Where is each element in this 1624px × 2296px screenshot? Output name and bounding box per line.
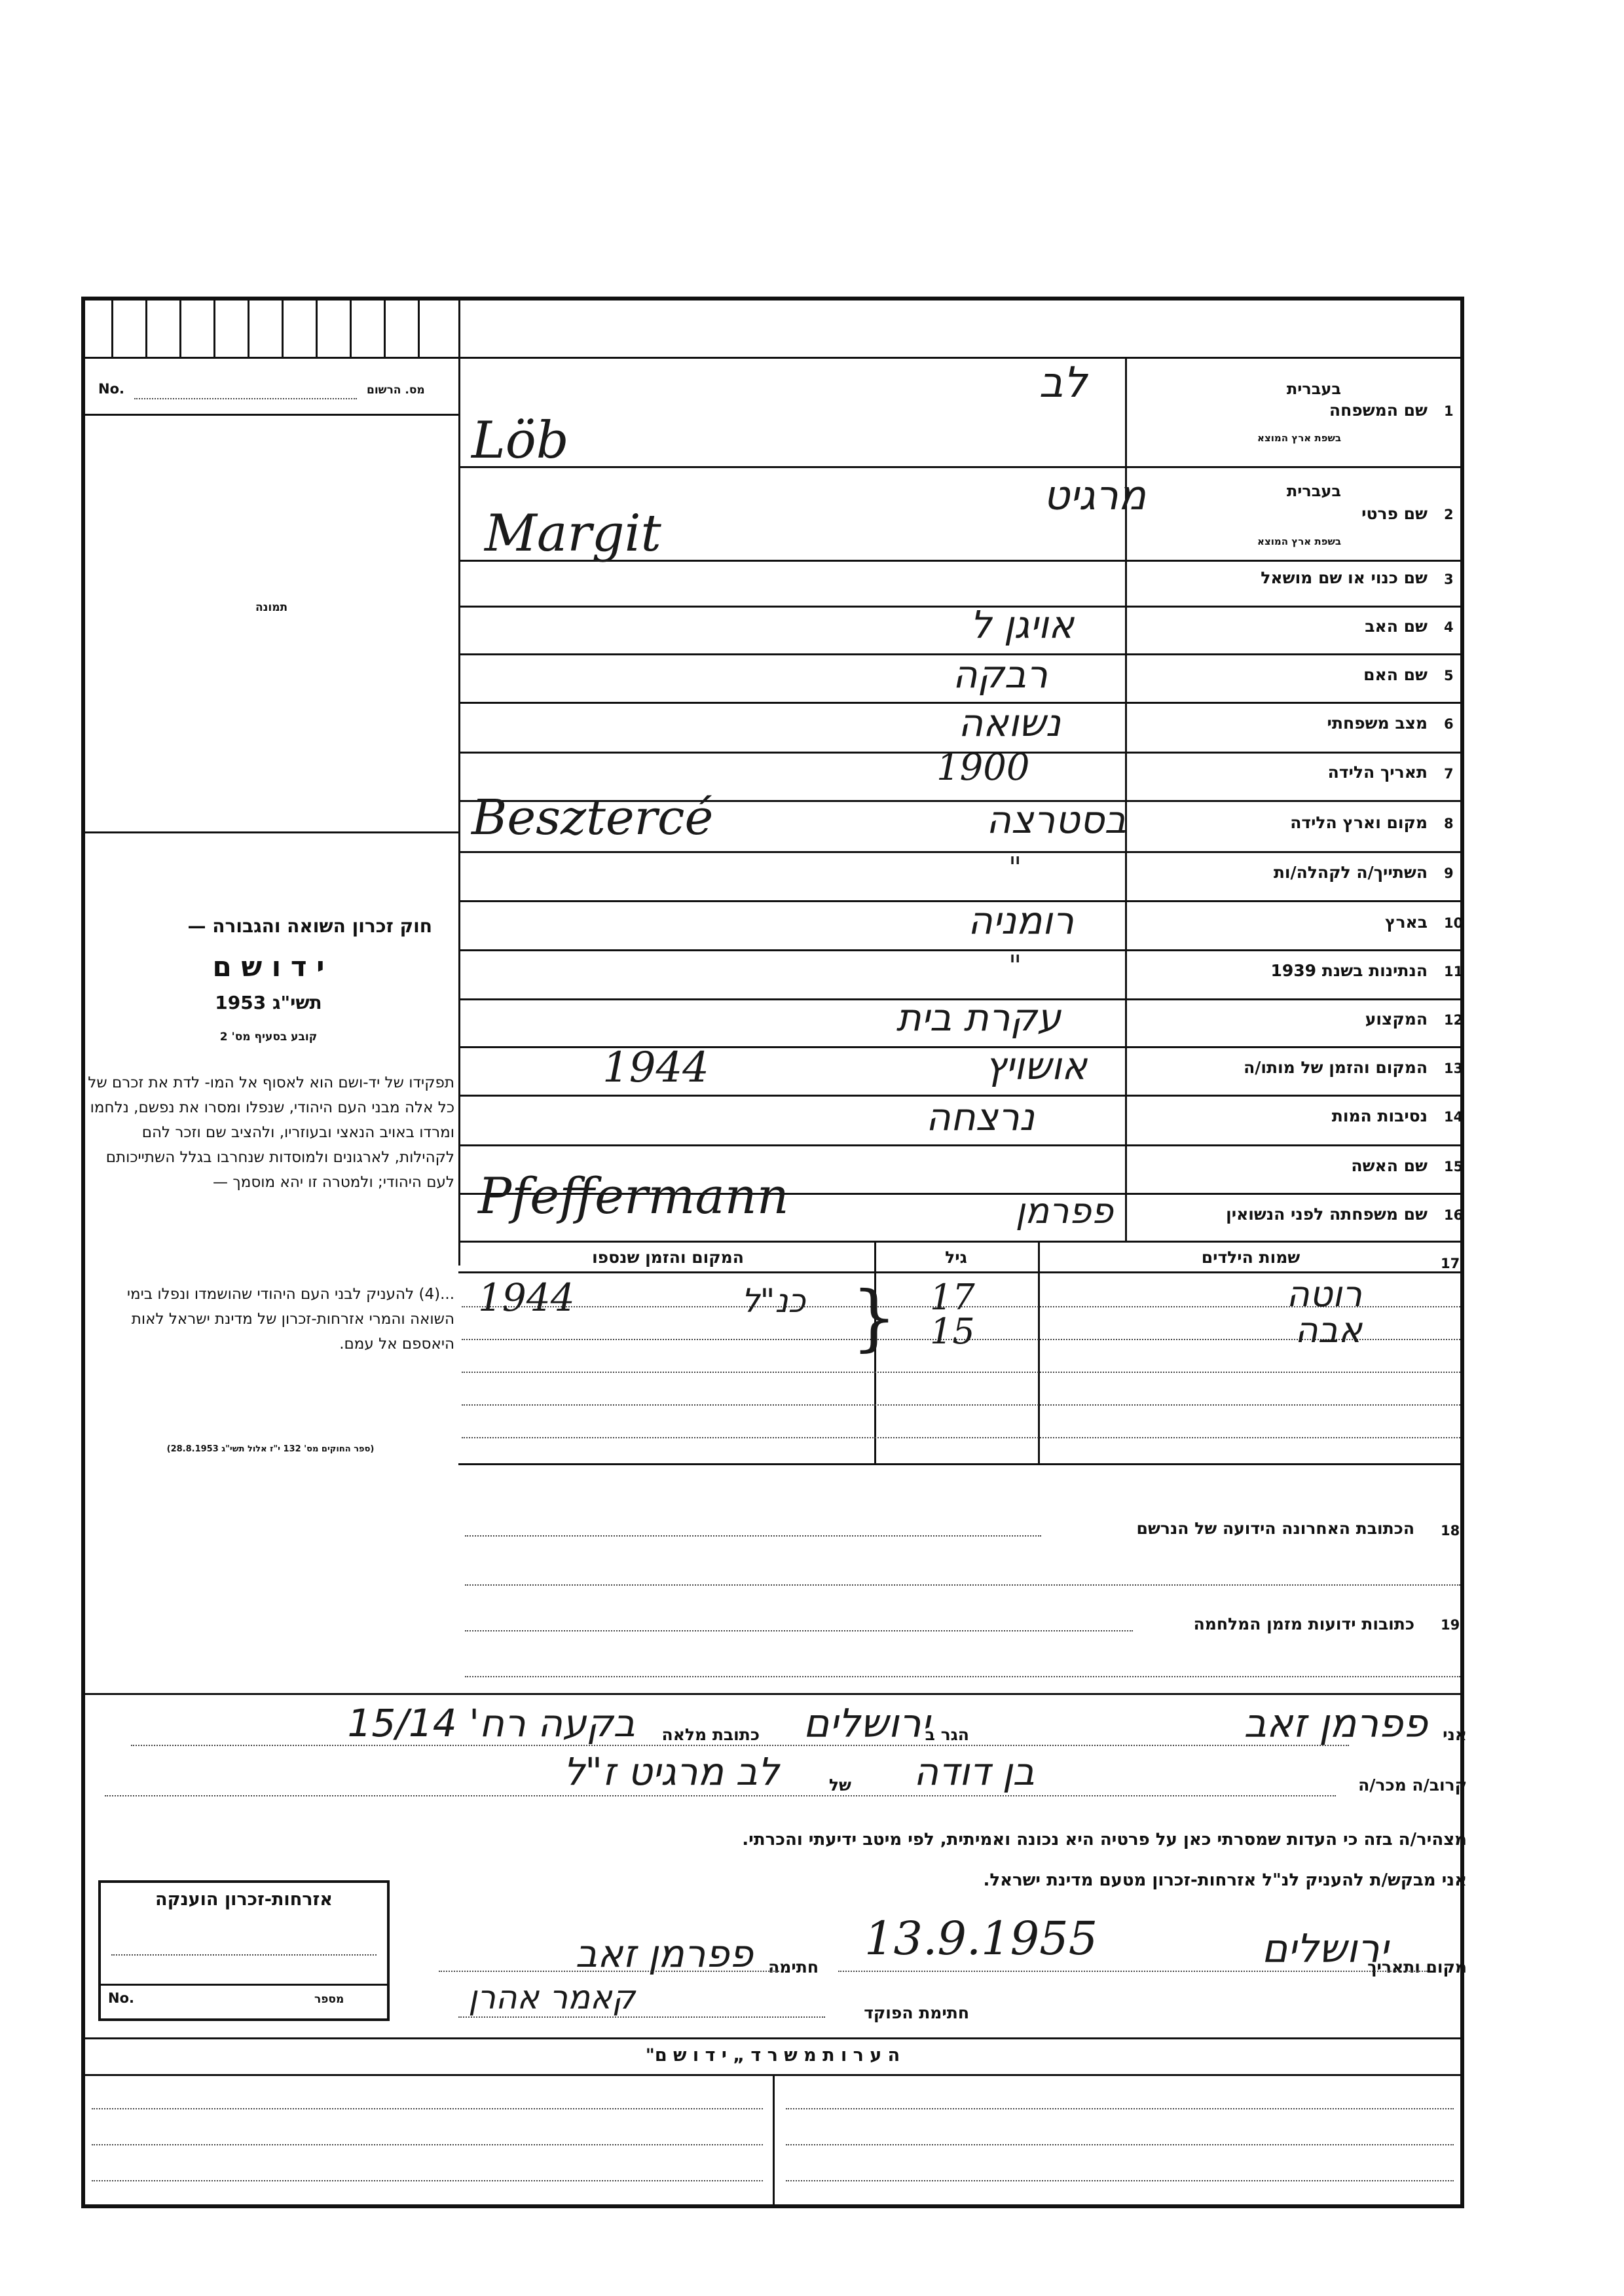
decl-signature-label: חתימה xyxy=(768,1958,819,1977)
field-1-value-hebrew: לב xyxy=(1039,359,1087,407)
children-row-line xyxy=(462,1437,1460,1438)
declaration-top-rule xyxy=(81,1693,1464,1695)
footer-rule xyxy=(81,2037,1464,2039)
law-text-1: תפקידו של יד-ושם הוא לאסוף אל המו- לדת את זכרם של כל אלה מבני העם היהודי, שנפלו ומסרו את נפשם, נלחמו ומרדו באויב הנאצי ובעוזריו, ולהציב שם וזכר להם לקהילות, לארגונים ולמוסדות שנחרבו בגלל השתייכותם לעם היהודי; ולמטרה זו יהא מוסמך — xyxy=(88,1074,454,1191)
box-divider xyxy=(350,300,352,357)
child-place: כנ"ל xyxy=(741,1282,805,1320)
citizenship-number-label: מספר xyxy=(314,1993,344,2006)
decl-city: ירושלים xyxy=(803,1701,930,1747)
field-8-num: 8 xyxy=(1444,816,1454,831)
field-19-line xyxy=(465,1630,1133,1631)
children-bottom-rule xyxy=(458,1463,1464,1465)
decl-resides-label: הגר ב xyxy=(925,1725,969,1744)
field-7-label: תאריך הלידה xyxy=(1327,763,1428,782)
field-17-num: 17 xyxy=(1441,1256,1460,1271)
photo-label: תמונה xyxy=(255,601,288,614)
row-rule xyxy=(458,1241,1464,1243)
law-year: תשי"ג 1953 xyxy=(215,992,322,1013)
box-divider xyxy=(282,300,284,357)
box-divider xyxy=(111,300,113,357)
field-4-num: 4 xyxy=(1444,619,1454,635)
field-2-value-latin: Margit xyxy=(485,504,661,563)
decl-officer-signature: קאמר אהרן xyxy=(468,1978,635,2016)
field-10-label: בארץ xyxy=(1384,913,1428,932)
decl-name: פפרמן זאב xyxy=(1244,1701,1428,1747)
field-8-value-latin: Besztercé xyxy=(471,790,714,846)
field-18-label: הכתובת האחרונה הידועה של הנרשם xyxy=(1136,1519,1414,1538)
child-time: 1944 xyxy=(478,1275,575,1320)
box-divider xyxy=(384,300,386,357)
field-15-label: שם האשה xyxy=(1351,1156,1428,1175)
citizenship-line xyxy=(111,1954,377,1956)
box-divider xyxy=(418,300,420,357)
decl-of-label: של xyxy=(828,1776,851,1795)
field-6-num: 6 xyxy=(1444,716,1454,732)
field-13-value: אושויץ xyxy=(985,1044,1087,1088)
field-16-num: 16 xyxy=(1444,1207,1464,1223)
field-2-sub-top: בעברית xyxy=(1286,482,1341,500)
children-col-place-time: המקום והזמן שנספו xyxy=(592,1248,744,1267)
field-4-value: אויגן ל xyxy=(970,602,1074,647)
child-age: 15 xyxy=(930,1311,975,1352)
decl-officer-label: חתימת הפוקד xyxy=(864,2003,969,2022)
box-divider xyxy=(316,300,318,357)
field-12-value: עקרת בית xyxy=(896,995,1061,1040)
row-rule xyxy=(458,466,1464,468)
field-5-label: שם האם xyxy=(1363,665,1428,684)
field-14-value: נרצחה xyxy=(925,1095,1035,1139)
decl-relative-label: קרוב/ה מכר/ה xyxy=(1358,1776,1467,1795)
field-7-value: 1900 xyxy=(936,746,1030,789)
law-section: קובע בסעיף מס' 2 xyxy=(219,1030,318,1044)
box-divider xyxy=(145,300,147,357)
field-18-num: 18 xyxy=(1441,1523,1460,1539)
field-9-label: השתייך/ה לקהלה/ות xyxy=(1273,863,1428,882)
footer-line xyxy=(92,2108,763,2109)
field-9-num: 9 xyxy=(1444,866,1454,881)
field-16-label: שם משפחתה לפני הנשואין xyxy=(1226,1205,1428,1224)
field-11-value: " xyxy=(1008,949,1022,983)
field-11-num: 11 xyxy=(1444,964,1464,979)
field-1-sub-bottom: בשפת ארץ המוצא xyxy=(1257,432,1341,444)
decl-address: בקעה רח' 15/14 xyxy=(347,1701,635,1745)
decl-relation: בן דודה xyxy=(913,1749,1035,1794)
brace-mark: } xyxy=(851,1275,897,1359)
decl-signature: פפרמן זאב xyxy=(575,1931,753,1976)
citizenship-no-rule xyxy=(98,1984,390,1986)
field-6-label: מצב משפחתי xyxy=(1327,714,1428,733)
field-14-num: 14 xyxy=(1444,1109,1464,1125)
org-name: י ד ו ש ם xyxy=(212,951,325,983)
citizenship-title: אזרחות-זכרון הוענקה xyxy=(155,1889,333,1910)
field-1-sub-top: בעברית xyxy=(1286,380,1341,398)
decl-signature-line xyxy=(439,1971,779,1972)
field-16-value: פפרמן xyxy=(1015,1190,1113,1231)
reg-no-line xyxy=(134,398,357,399)
header-rule xyxy=(81,357,1464,359)
field-2-sub-bottom: בשפת ארץ המוצא xyxy=(1257,536,1341,547)
decl-officer-line xyxy=(458,2016,825,2018)
field-10-num: 10 xyxy=(1444,915,1464,931)
children-col-names: שמות הילדים xyxy=(1201,1248,1301,1267)
footer-col-divider xyxy=(773,2074,775,2205)
field-1-num: 1 xyxy=(1444,403,1454,419)
field-12-label: המקצוע xyxy=(1365,1010,1428,1029)
children-row-line xyxy=(462,1372,1460,1373)
field-3-num: 3 xyxy=(1444,572,1454,587)
field-3-label: שם כנוי או שם מושאל xyxy=(1261,568,1428,587)
decl-line-1 xyxy=(131,1745,1349,1746)
field-5-value: רבקה xyxy=(952,652,1048,697)
field-19-label: כתובות ידועות מזמן המלחמה xyxy=(1193,1614,1414,1633)
decl-ani: אני xyxy=(1443,1725,1467,1744)
reg-rule xyxy=(81,414,460,416)
field-18-line xyxy=(465,1535,1041,1537)
footer-title: ה ע ר ו ת מ ש ר ד „ י ד ו ש ם" xyxy=(645,2045,900,2066)
field-4-label: שם האב xyxy=(1365,617,1428,636)
field-11-label: הנתינות בשנת 1939 xyxy=(1270,961,1428,980)
children-col-divider xyxy=(1038,1241,1040,1463)
child-name: אבה xyxy=(1295,1309,1362,1351)
decl-address-label: כתובת מלאה xyxy=(661,1725,760,1744)
field-13-label: המקום והזמן של מותו/ה xyxy=(1244,1058,1428,1077)
footer-line xyxy=(92,2144,763,2145)
field-10-value: רומניה xyxy=(967,898,1074,943)
field-8-value: בסטרצה xyxy=(986,797,1126,842)
child-age: 17 xyxy=(930,1277,975,1318)
decl-place: ירושלים xyxy=(1261,1926,1388,1972)
law-text-2: ...(4) להעניק לבני העם היהודי שהושמדו ונפלו בימי השואה והמרי אזרחות-זכרון של מדינת ישראל לאות היאספם אל עמם. xyxy=(126,1286,454,1353)
child-name: רוטה xyxy=(1286,1273,1362,1315)
field-16-value-latin: Pfeffermann xyxy=(478,1167,789,1225)
box-divider xyxy=(213,300,215,357)
row-rule xyxy=(458,949,1464,951)
field-19-line-2 xyxy=(465,1676,1460,1677)
reg-no-label: מס. הרשום xyxy=(367,384,425,397)
field-7-num: 7 xyxy=(1444,766,1454,782)
decl-date-line xyxy=(838,1971,1428,1972)
field-2-value-hebrew: מרגיט xyxy=(1043,471,1146,519)
field-15-num: 15 xyxy=(1444,1159,1464,1175)
footer-line xyxy=(786,2144,1454,2145)
field-18-line-2 xyxy=(465,1584,1460,1586)
law-ref: (ספר החוקים מס' 132 י"ז אלול תשי"ג 28.8.1953) xyxy=(166,1444,375,1454)
decl-place-date-label: מקום ותאריך xyxy=(1367,1958,1467,1977)
citizenship-no-prefix: No. xyxy=(108,1990,134,2006)
decl-of-name: לב מרגיט ז"ל xyxy=(563,1749,779,1794)
children-row-line xyxy=(462,1404,1460,1406)
field-8-label: מקום וארץ הלידה xyxy=(1290,813,1428,832)
field-1-value-latin: Löb xyxy=(471,411,569,470)
row-rule xyxy=(458,1144,1464,1146)
decl-statement: מצהיר/ה בזה כי העדות שמסרתי כאן על פרטיה היא נכונה ואמיתית, לפי מיטב ידיעתי והכרתי. xyxy=(742,1830,1467,1850)
field-6-value: נשואה xyxy=(958,701,1061,745)
photo-bottom-rule xyxy=(81,831,460,833)
field-1-label: שם המשפחה xyxy=(1329,401,1428,420)
children-col-age: גיל xyxy=(945,1248,967,1267)
field-2-num: 2 xyxy=(1444,507,1454,522)
footer-line xyxy=(786,2108,1454,2109)
box-divider xyxy=(248,300,249,357)
reg-no-prefix: No. xyxy=(98,381,124,397)
field-13-num: 13 xyxy=(1444,1061,1464,1076)
footer-line xyxy=(92,2180,763,2181)
field-12-num: 12 xyxy=(1444,1012,1464,1028)
field-13-value-year: 1944 xyxy=(602,1044,709,1092)
field-9-value: " xyxy=(1008,851,1022,884)
left-panel-divider xyxy=(458,297,460,1266)
row-rule xyxy=(458,851,1464,853)
decl-line-2 xyxy=(105,1795,1336,1796)
decl-date: 13.9.1955 xyxy=(864,1912,1098,1965)
row-rule xyxy=(458,900,1464,902)
field-2-label: שם פרטי xyxy=(1361,504,1428,523)
box-divider xyxy=(179,300,181,357)
field-5-num: 5 xyxy=(1444,668,1454,683)
law-title: חוק זכרון השואה והגבורה — xyxy=(187,915,432,937)
field-14-label: נסיבות המות xyxy=(1331,1106,1428,1125)
decl-request: אני מבקש/ת להעניק לנ"ל אזרחות-זכרון מטעם מדינת ישראל. xyxy=(983,1870,1467,1890)
footer-line xyxy=(786,2180,1454,2181)
field-19-num: 19 xyxy=(1441,1617,1460,1633)
row-rule xyxy=(458,606,1464,608)
